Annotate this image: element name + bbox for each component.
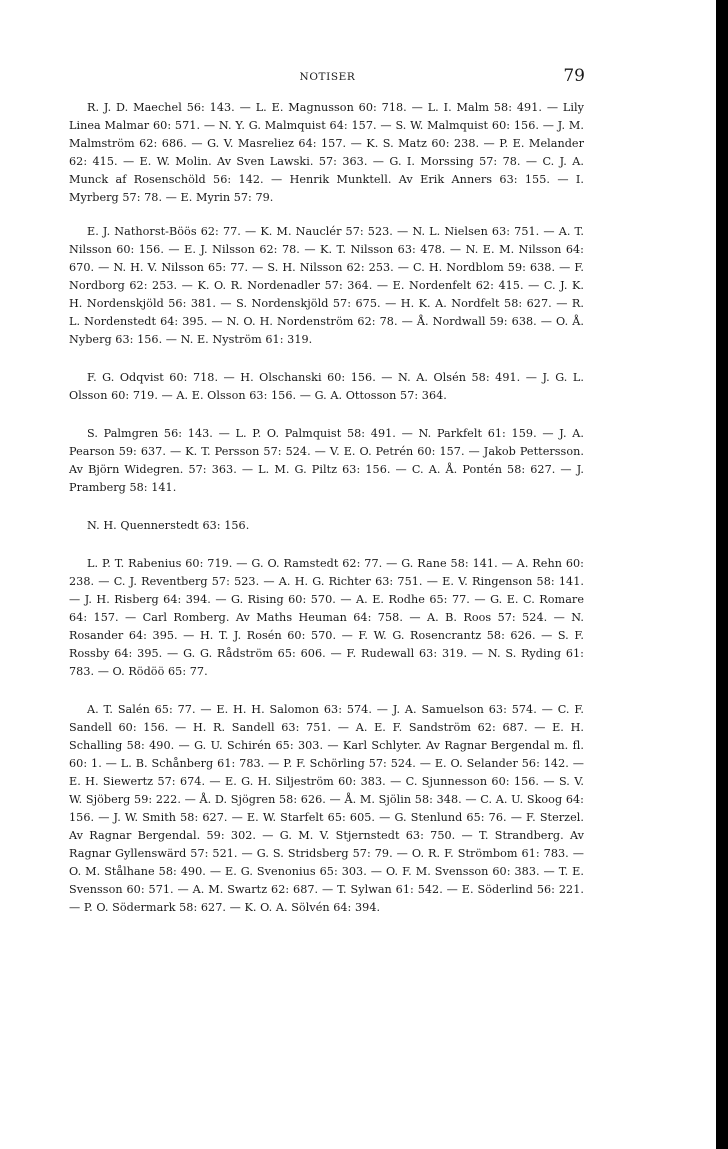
index-paragraph-n: E. J. Nathorst-Böös 62: 77. — K. M. Nauclér 57: 523. — N. L. Nielsen 63: 751. — A. T. Nilsson 60: 156. — E. J. Nilsson 62: 78. — K. T. Nilsson 63: 478. — N. E. M. Nilsson 64: 670. — N. H. V. Nilsson 65: 77. — S. H. Nilsson 62: 253. — C. H. Nordblom 59: 638. — F. Nordborg 62: 253. — K. O. R. Nordenadler 57: 364. — E. Nordenfelt 62: 415. — C. J. K. H. Nordenskjöld 56: 381. — S. Nordenskjöld 57: 675. — H. K. A. Nordfelt 58: 627. — R. L. Nordenstedt 64: 395. — N. O. H. Nordenström 62: 78. — Å. Nordwall 59: 638. — O. Å. Nyberg 63: 156. — N. E. Nyström 61: 319. bbox=[69, 225, 584, 346]
page-header bbox=[70, 66, 585, 90]
index-paragraph-m: R. J. D. Maechel 56: 143. — L. E. Magnusson 60: 718. — L. I. Malm 58: 491. — Lily Linea Malmar 60: 571. — N. Y. G. Malmquist 64: 157. — S. W. Malmquist 60: 156. — J. M. Malmström 62: 686. — G. V. Masreliez 64: 157. — K. S. Matz 60: 238. — P. E. Melander 62: 415. — E. W. Molin. Av Sven Lawski. 57: 363. — G. I. Morssing 57: 78. — C. J. A. Munck af Rosenschöld 56: 142. — Henrik Munktell. Av Erik Anners 63: 155. — I. Myrberg 57: 78. — E. Myrin 57: 79. bbox=[69, 101, 584, 204]
scan-edge-bar bbox=[716, 0, 728, 1149]
index-paragraph-r: L. P. T. Rabenius 60: 719. — G. O. Ramstedt 62: 77. — G. Rane 58: 141. — A. Rehn 60: 238. — C. J. Reventberg 57: 523. — A. H. G. Richter 63: 751. — E. V. Ringenson 58: 141. — J. H. Risberg 64: 394. — G. Rising 60: 570. — A. E. Rodhe 65: 77. — G. E. C. Romare 64: 157. — Carl Romberg. Av Maths Heuman 64: 758. — A. B. Roos 57: 524. — N. Rosander 64: 395. — H. T. J. Rosén 60: 570. — F. W. G. Rosencrantz 58: 626. — S. F. Rossby 64: 395. — G. G. Rådström 65: 606. — F. Rudewall 63: 319. — N. S. Ryding 61: 783. — O. Rödöö 65: 77. bbox=[69, 557, 584, 678]
page-number: 79 bbox=[563, 66, 585, 86]
running-title: NOTISER bbox=[299, 71, 356, 83]
index-paragraph-o: F. G. Odqvist 60: 718. — H. Olschanski 60: 156. — N. A. Olsén 58: 491. — J. G. L. Olsson 60: 719. — A. E. Olsson 63: 156. — G. A. Ottosson 57: 364. bbox=[69, 371, 584, 402]
index-paragraph-s: A. T. Salén 65: 77. — E. H. H. Salomon 63: 574. — J. A. Samuelson 63: 574. — C. F. Sandell 60: 156. — H. R. Sandell 63: 751. — A. E. F. Sandström 62: 687. — E. H. Schalling 58: 490. — G. U. Schirén 65: 303. — Karl Schlyter. Av Ragnar Bergendal m. fl. 60: 1. — L. B. Schånberg 61: 783. — P. F. Schörling 57: 524. — E. O. Selander 56: 142. — E. H. Siewertz 57: 674. — E. G. H. Siljeström 60: 383. — C. Sjunnesson 60: 156. — S. V. W. Sjöberg 59: 222. — Å. D. Sjögren 58: 626. — Å. M. Sjölin 58: 348. — C. A. U. Skoog 64: 156. — J. W. Smith 58: 627. — E. W. Starfelt 65: 605. — G. Stenlund 65: 76. — F. Sterzel. Av Ragnar Bergendal. 59: 302. — G. M. V. Stjernstedt 63: 750. — T. Strandberg. Av Ragnar Gyllenswärd 57: 521. — G. S. Stridsberg 57: 79. — O. R. F. Strömbom 61: 783. — O. M. Stålhane 58: 490. — E. G. Svenonius 65: 303. — O. F. M. Svensson 60: 383. — T. E. Svensson 60: 571. — A. M. Swartz 62: 687. — T. Sylwan 61: 542. — E. Söderlind 56: 221. — P. O. Södermark 58: 627. — K. O. A. Sölvén 64: 394. bbox=[69, 703, 584, 914]
index-paragraph-p: S. Palmgren 56: 143. — L. P. O. Palmquist 58: 491. — N. Parkfelt 61: 159. — J. A. Pearson 59: 637. — K. T. Persson 57: 524. — V. E. O. Petrén 60: 157. — Jakob Pettersson. Av Björn Widegren. 57: 363. — L. M. G. Piltz 63: 156. — C. A. Å. Pontén 58: 627. — J. Pramberg 58: 141. bbox=[69, 427, 584, 494]
index-body bbox=[69, 99, 584, 917]
index-paragraph-q: N. H. Quennerstedt 63: 156. bbox=[87, 519, 250, 532]
